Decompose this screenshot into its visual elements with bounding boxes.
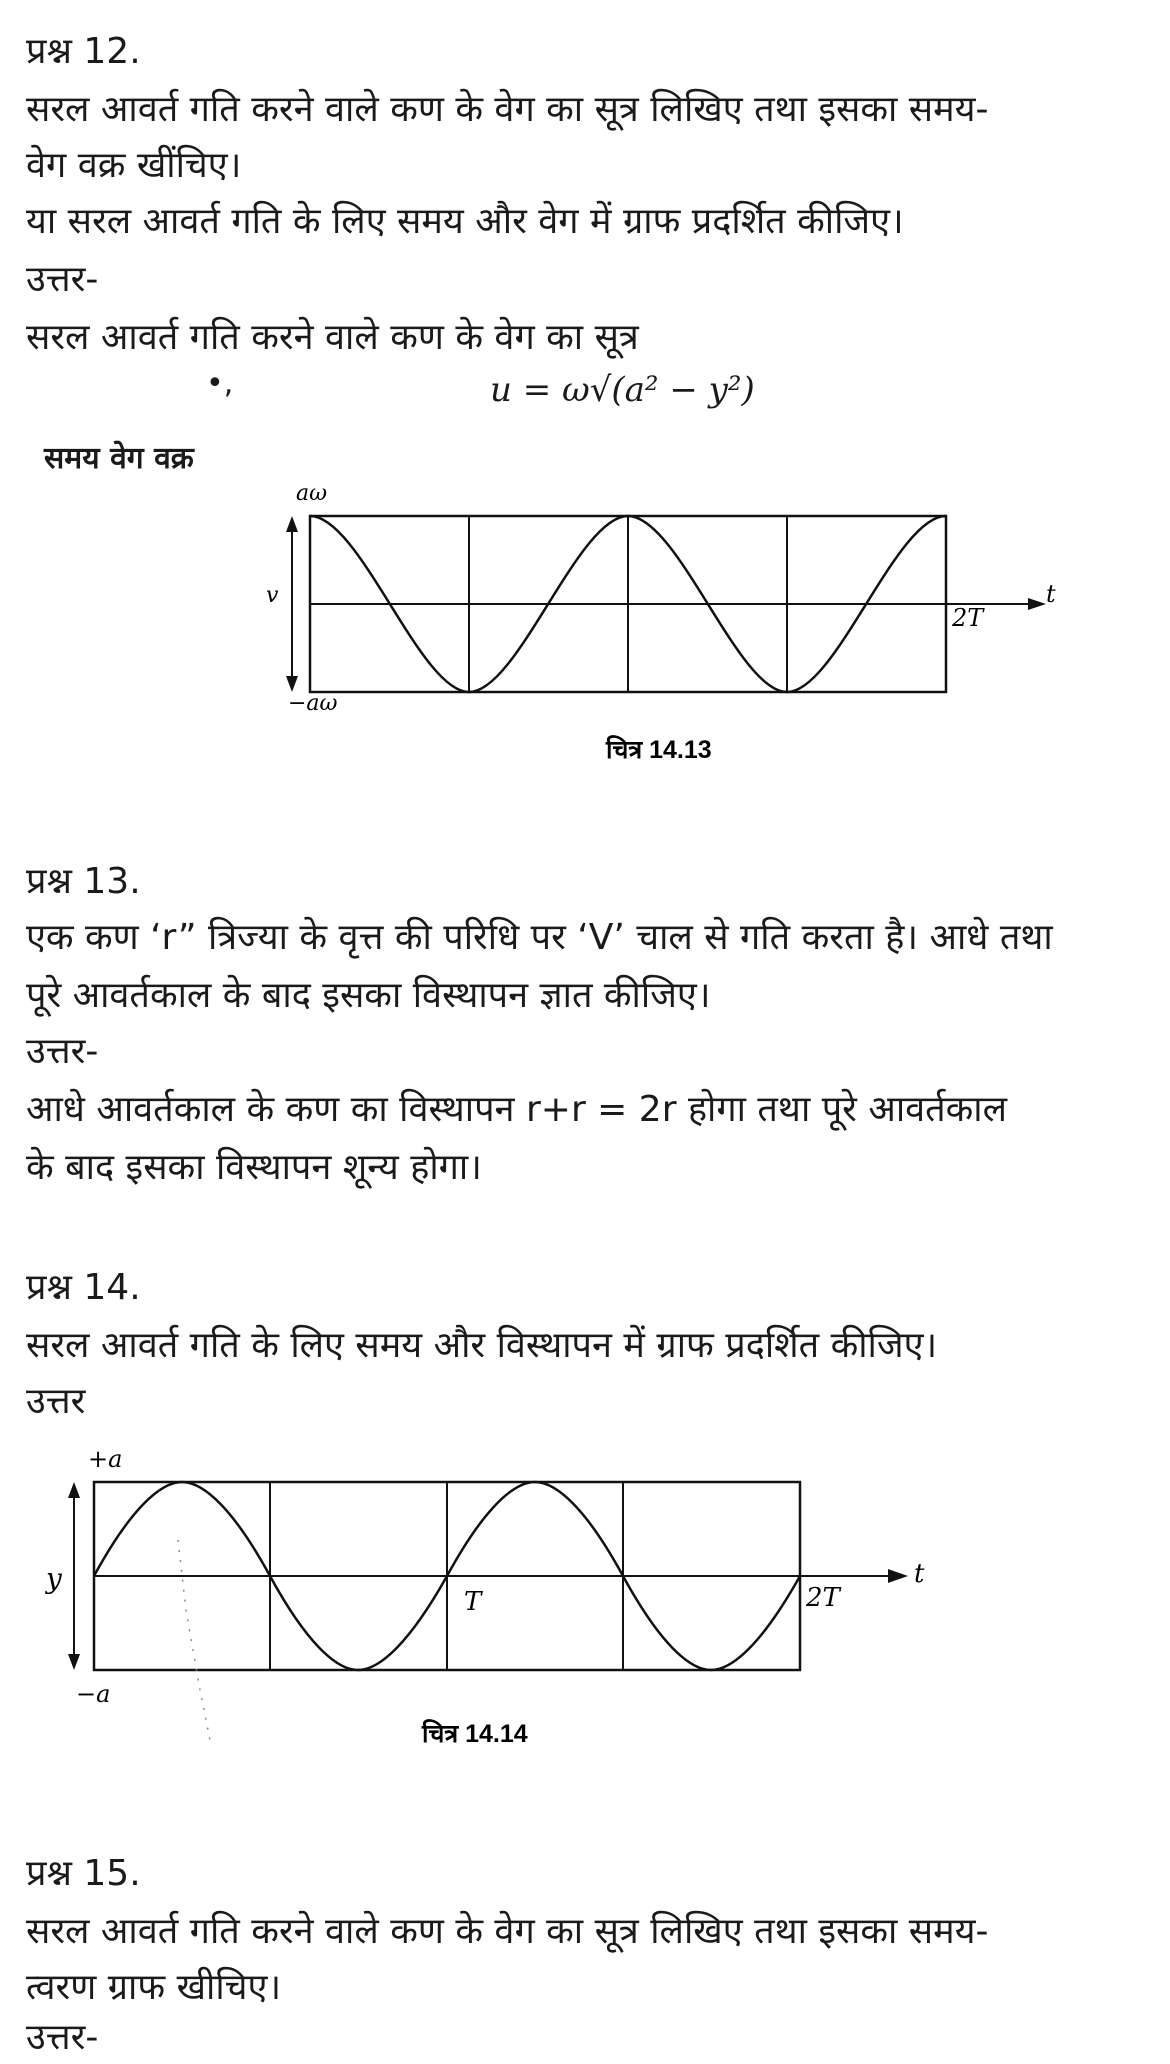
graph-label-t: t <box>914 1559 925 1589</box>
time-axis-arrow <box>1028 598 1046 610</box>
q13-question-line2: पूरे आवर्तकाल के बाद इसका विस्थापन ज्ञात कीजिए। <box>26 975 711 1016</box>
q15-heading: प्रश्न 15. <box>26 1853 141 1894</box>
graph-label-2T: 2T <box>806 1583 840 1613</box>
q13-answer-line2: के बाद इसका विस्थापन शून्य होगा। <box>26 1147 482 1188</box>
graph-label-a-omega: aω <box>296 481 328 506</box>
amplitude-arrow-head-top <box>286 516 298 532</box>
q12-question-line2: वेग वक्र खींचिए। <box>26 145 242 186</box>
stray-mark: •, <box>206 366 234 401</box>
q13-answer-line1: आधे आवर्तकाल के कण का विस्थापन r+r = 2r होगा तथा पूरे आवर्तकाल <box>26 1089 1008 1130</box>
q12-answer-label: उत्तर- <box>26 259 99 300</box>
q15-question-line2: त्वरण ग्राफ खीचिए। <box>26 1967 282 2008</box>
q12-figure-heading: समय वेग वक्र <box>44 441 194 476</box>
graph-label-y: y <box>46 1562 62 1595</box>
graph-label-T: T <box>464 1587 482 1617</box>
q14-answer-label: उत्तर <box>26 1381 86 1422</box>
q12-question-line1: सरल आवर्त गति करने वाले कण के वेग का सूत्र लिखिए तथा इसका समय- <box>26 89 989 130</box>
graph-label-v: v <box>266 583 279 608</box>
scan-artifact <box>178 1540 210 1740</box>
graph-label-minus-a-omega: −aω <box>288 691 338 716</box>
q12-question-alt: या सरल आवर्त गति के लिए समय और वेग में ग्राफ प्रदर्शित कीजिए। <box>26 201 904 242</box>
q15-answer-label: उत्तर- <box>26 2017 99 2058</box>
q14-question: सरल आवर्त गति के लिए समय और विस्थापन में ग्राफ प्रदर्शित कीजिए। <box>26 1325 938 1366</box>
q13-question-line1: एक कण ‘r” त्रिज्या के वृत्त की परिधि पर ‘V’ चाल से गति करता है। आधे तथा <box>26 917 1053 958</box>
graph-label-2T: 2T <box>952 604 984 632</box>
q13-heading: प्रश्न 13. <box>26 861 141 902</box>
graph-label-minus-a: −a <box>76 1680 111 1708</box>
velocity-formula: u = ω√(a² − y²) <box>490 370 755 410</box>
q14-heading: प्रश्न 14. <box>26 1267 141 1308</box>
amplitude-arrow-head-bottom <box>68 1654 80 1670</box>
graph-label-t: t <box>1046 580 1056 608</box>
displacement-time-graph <box>0 1440 1170 1760</box>
amplitude-arrow-head-top <box>68 1482 80 1498</box>
velocity-time-graph <box>0 470 1170 770</box>
q12-heading: प्रश्न 12. <box>26 31 141 72</box>
figure-caption-14-13: चित्र 14.13 <box>606 736 712 764</box>
q15-question-line1: सरल आवर्त गति करने वाले कण के वेग का सूत्र लिखिए तथा इसका समय- <box>26 1911 989 1952</box>
q13-answer-label: उत्तर- <box>26 1031 99 1072</box>
q12-answer-text: सरल आवर्त गति करने वाले कण के वेग का सूत्र <box>26 317 639 358</box>
time-axis-arrow <box>888 1569 908 1583</box>
graph-label-plus-a: +a <box>88 1445 123 1473</box>
amplitude-arrow-head-bottom <box>286 676 298 692</box>
figure-caption-14-14: चित्र 14.14 <box>422 1720 528 1748</box>
